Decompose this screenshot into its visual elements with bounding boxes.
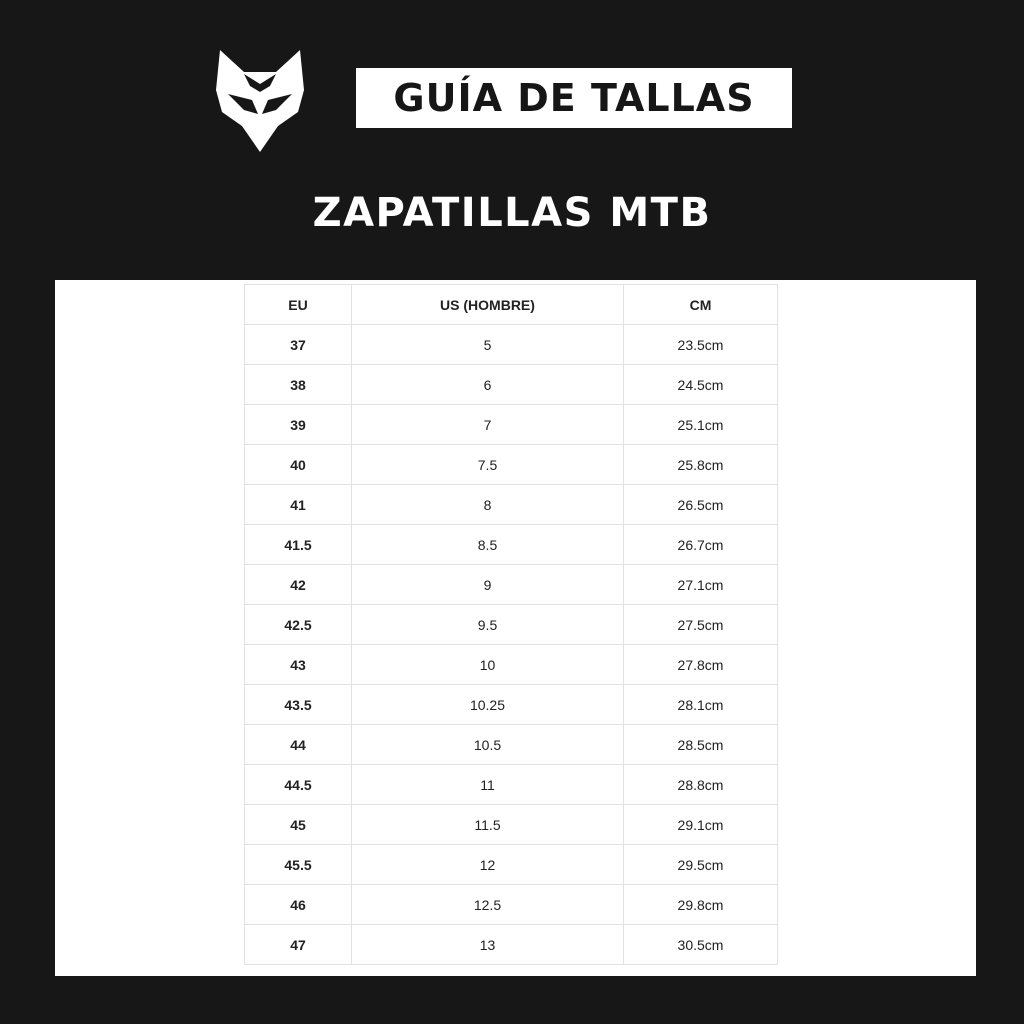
cell-cm: 24.5cm	[624, 365, 778, 405]
cell-us: 12.5	[352, 885, 624, 925]
table-row	[245, 605, 778, 645]
cell-eu: 42.5	[245, 605, 352, 645]
cell-us: 10	[352, 645, 624, 685]
cell-cm: 26.7cm	[624, 525, 778, 565]
cell-cm: 27.5cm	[624, 605, 778, 645]
table-row	[245, 765, 778, 805]
cell-eu: 37	[245, 325, 352, 365]
cell-us: 12	[352, 845, 624, 885]
cell-cm: 25.1cm	[624, 405, 778, 445]
cell-cm: 23.5cm	[624, 325, 778, 365]
cell-eu: 40	[245, 445, 352, 485]
table-row	[245, 565, 778, 605]
page-subtitle: ZAPATILLAS MTB	[312, 190, 712, 236]
table-row	[245, 405, 778, 445]
cell-cm: 29.5cm	[624, 845, 778, 885]
cell-us: 10.25	[352, 685, 624, 725]
table-row	[245, 445, 778, 485]
cell-us: 7	[352, 405, 624, 445]
cell-eu: 45.5	[245, 845, 352, 885]
cell-cm: 27.1cm	[624, 565, 778, 605]
table-row	[245, 685, 778, 725]
cell-eu: 38	[245, 365, 352, 405]
cell-cm: 25.8cm	[624, 445, 778, 485]
table-row	[245, 525, 778, 565]
table-header-row	[245, 285, 778, 325]
cell-us: 11.5	[352, 805, 624, 845]
table-row	[245, 845, 778, 885]
table-row	[245, 485, 778, 525]
cell-us: 9.5	[352, 605, 624, 645]
cell-us: 13	[352, 925, 624, 965]
cell-us: 9	[352, 565, 624, 605]
cell-eu: 46	[245, 885, 352, 925]
cell-eu: 44.5	[245, 765, 352, 805]
page-title: GUÍA DE TALLAS	[356, 68, 792, 128]
cell-cm: 27.8cm	[624, 645, 778, 685]
cell-cm: 30.5cm	[624, 925, 778, 965]
table-row	[245, 885, 778, 925]
size-table	[244, 284, 778, 965]
cell-us: 8	[352, 485, 624, 525]
cell-us: 11	[352, 765, 624, 805]
cell-us: 8.5	[352, 525, 624, 565]
column-header-eu: EU	[245, 285, 352, 325]
cell-us: 7.5	[352, 445, 624, 485]
column-header-cm: CM	[624, 285, 778, 325]
cell-cm: 28.8cm	[624, 765, 778, 805]
cell-us: 6	[352, 365, 624, 405]
cell-cm: 29.1cm	[624, 805, 778, 845]
fox-head-icon	[214, 50, 306, 152]
cell-us: 10.5	[352, 725, 624, 765]
cell-cm: 29.8cm	[624, 885, 778, 925]
column-header-us: US (HOMBRE)	[352, 285, 624, 325]
cell-eu: 45	[245, 805, 352, 845]
cell-eu: 47	[245, 925, 352, 965]
cell-eu: 42	[245, 565, 352, 605]
size-chart-panel	[55, 280, 976, 976]
cell-eu: 44	[245, 725, 352, 765]
cell-eu: 41	[245, 485, 352, 525]
cell-eu: 41.5	[245, 525, 352, 565]
table-row	[245, 725, 778, 765]
table-row	[245, 325, 778, 365]
table-row	[245, 805, 778, 845]
table-row	[245, 645, 778, 685]
cell-cm: 28.5cm	[624, 725, 778, 765]
table-row	[245, 365, 778, 405]
cell-eu: 39	[245, 405, 352, 445]
cell-cm: 28.1cm	[624, 685, 778, 725]
cell-cm: 26.5cm	[624, 485, 778, 525]
cell-eu: 43	[245, 645, 352, 685]
cell-us: 5	[352, 325, 624, 365]
table-row	[245, 925, 778, 965]
cell-eu: 43.5	[245, 685, 352, 725]
